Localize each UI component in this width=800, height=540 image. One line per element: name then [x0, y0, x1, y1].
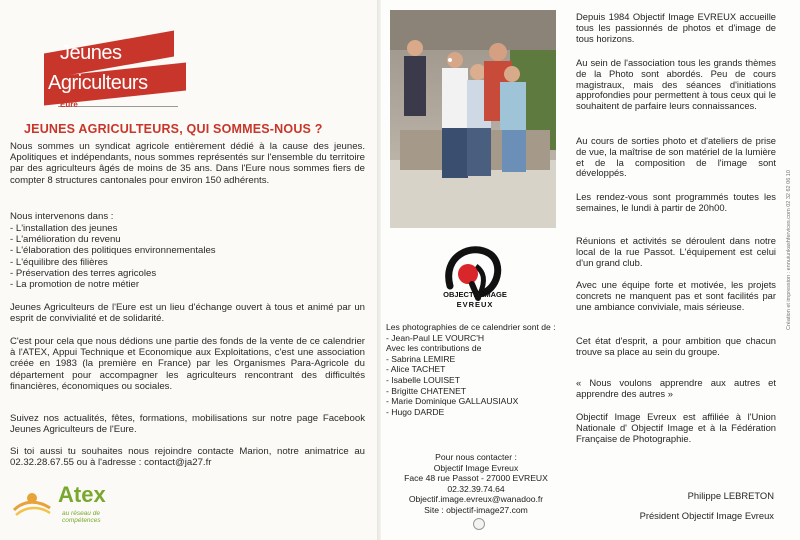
list-intro: Nous intervenons dans : — [10, 211, 114, 222]
jeunes-agriculteurs-logo — [38, 34, 198, 109]
list-item: - Préservation des terres agricoles — [10, 268, 365, 279]
paragraph-exchange: Jeunes Agriculteurs de l'Eure est un lieu d'échange ouvert à tous et animé par un esprit de convivialité et de solidarité. — [10, 302, 365, 325]
group-photo — [390, 10, 556, 228]
list-item: - Brigitte CHATENET — [386, 386, 566, 397]
contributors-list — [386, 354, 566, 418]
contact-phone: 02.32.39.74.64 — [447, 483, 505, 494]
right-affiliation: Objectif Image Evreux est affiliée à l'Union Nationale d' Objectif Image et à la Fédération Française de Photographie. — [576, 411, 776, 444]
contact-email: Objectif.image.evreux@wanadoo.fr — [408, 494, 544, 505]
right-paragraph: Au sein de l'association tous les grands thèmes de la Photo sont abordés. Peu de cours magistraux, mais des séances d'initiations approfondies pour permettent à tous ceux qui le souhaitent de parfaire leurs connaissances. — [576, 57, 776, 112]
credits-contrib-intro: Avec les contributions de — [386, 343, 482, 354]
right-paragraph: Cet état d'esprit, a pour ambition que chacun trouve sa place au sein du groupe. — [576, 335, 776, 357]
actions-list — [10, 223, 365, 290]
intro-paragraph: Nous sommes un syndicat agricole entièrement dédié à la cause des jeunes. Apolitiques et indépendants, nous sommes représentés sur l'ensemble du territoire par des agriculteurs âgés de moins de 35 ans. Dans l'Eure nous sommes fiers de compter 8 structures cantonales pour environ 150 adhérents. — [10, 141, 365, 186]
right-paragraph: Les rendez-vous sont programmés toutes les semaines, le lundi à partir de 20h00. — [576, 191, 776, 213]
list-item: - Alice TACHET — [386, 364, 566, 375]
photo-credits — [386, 322, 566, 417]
list-item: - Hugo DARDE — [386, 407, 566, 418]
right-quote: « Nous voulons apprendre aux autres et apprendre des autres » — [576, 377, 776, 399]
page-fold — [377, 0, 381, 540]
paragraph-facebook: Suivez nos actualités, fêtes, formations, mobilisations sur notre page Facebook Jeunes Agriculteurs de l'Eure. — [10, 413, 365, 436]
contact-website: Site : objectif-image27.com — [424, 504, 528, 515]
page-title: JEUNES AGRICULTEURS, QUI SOMMES-NOUS ? — [24, 122, 323, 136]
objectif-brand: OBJECTIF IMAGE — [443, 290, 507, 299]
atex-logo — [10, 482, 130, 526]
right-paragraph: Avec une équipe forte et motivée, les projets concrets ne manquent pas et sont facilités par une ambiance conviviale, mais sérieuse. — [576, 279, 776, 312]
contact-address: Face 48 rue Passot - 27000 EVREUX — [404, 473, 548, 484]
paragraph-contact: Si toi aussi tu souhaites nous rejoindre contacte Marion, notre animatrice au 02.32.28.67.55 ou à l'adresse : contact@ja27.fr — [10, 446, 365, 469]
objectif-city: EVREUX — [456, 300, 494, 309]
atex-tagline: au réseau de compétences — [62, 510, 101, 524]
atex-swirl-icon — [12, 488, 52, 518]
logo-region: Eure — [60, 100, 78, 109]
list-item: - Isabelle LOUISET — [386, 375, 566, 386]
list-item: - L'installation des jeunes — [10, 223, 365, 234]
credits-intro: Les photographies de ce calendrier sont de : — [386, 322, 556, 332]
right-paragraph: Au cours de sorties photo et d'ateliers de prise de vue, la maîtrise de son matériel de la lumière et de la composition de l'image sont développés. — [576, 135, 776, 179]
list-item: - Sabrina LEMIRE — [386, 354, 566, 365]
list-item: - La promotion de notre métier — [10, 279, 365, 290]
list-item: - L'élaboration des politiques environnementales — [10, 245, 365, 256]
list-item: - L'équilibre des filières — [10, 257, 365, 268]
logo-line1: Jeunes — [60, 42, 122, 64]
credits-author: - Jean-Paul LE VOURC'H — [386, 332, 485, 343]
list-item: - L'amélioration du revenu — [10, 234, 365, 245]
paragraph-atex: C'est pour cela que nous dédions une partie des fonds de la vente de ce calendrier à l'ATEX, Appui Technique et Economique aux Exploitations, c'est une association créée en 1983 (la première en France) par les Organismes Para-Agricole du département pour accompagner les agriculteurs rencontrant des difficultés financières, économiques ou sociales. — [10, 336, 365, 392]
signature-name: Philippe LEBRETON — [687, 490, 774, 501]
contact-org: Objectif Image Evreux — [433, 462, 519, 473]
logo-line2: Agriculteurs — [48, 72, 148, 94]
signature-role: Président Objectif Image Evreux — [639, 510, 774, 521]
right-paragraph: Réunions et activités se déroulent dans notre local de la rue Passot. L'équipement est celui d'un grand club. — [576, 235, 776, 268]
hanging-hole — [473, 518, 485, 530]
contact-block — [386, 452, 566, 516]
list-item: - Marie Dominique GALLAUSIAUX — [386, 396, 566, 407]
printer-credit: Création et impression : ennuiunkashfervices.com 02 32 62 06 10 — [786, 170, 792, 330]
contact-heading: Pour nous contacter : — [435, 452, 517, 462]
right-paragraph: Depuis 1984 Objectif Image EVREUX accueille tous les passionnés de photos et d'image de tous horizons. — [576, 11, 776, 44]
atex-name: Atex — [58, 482, 106, 507]
